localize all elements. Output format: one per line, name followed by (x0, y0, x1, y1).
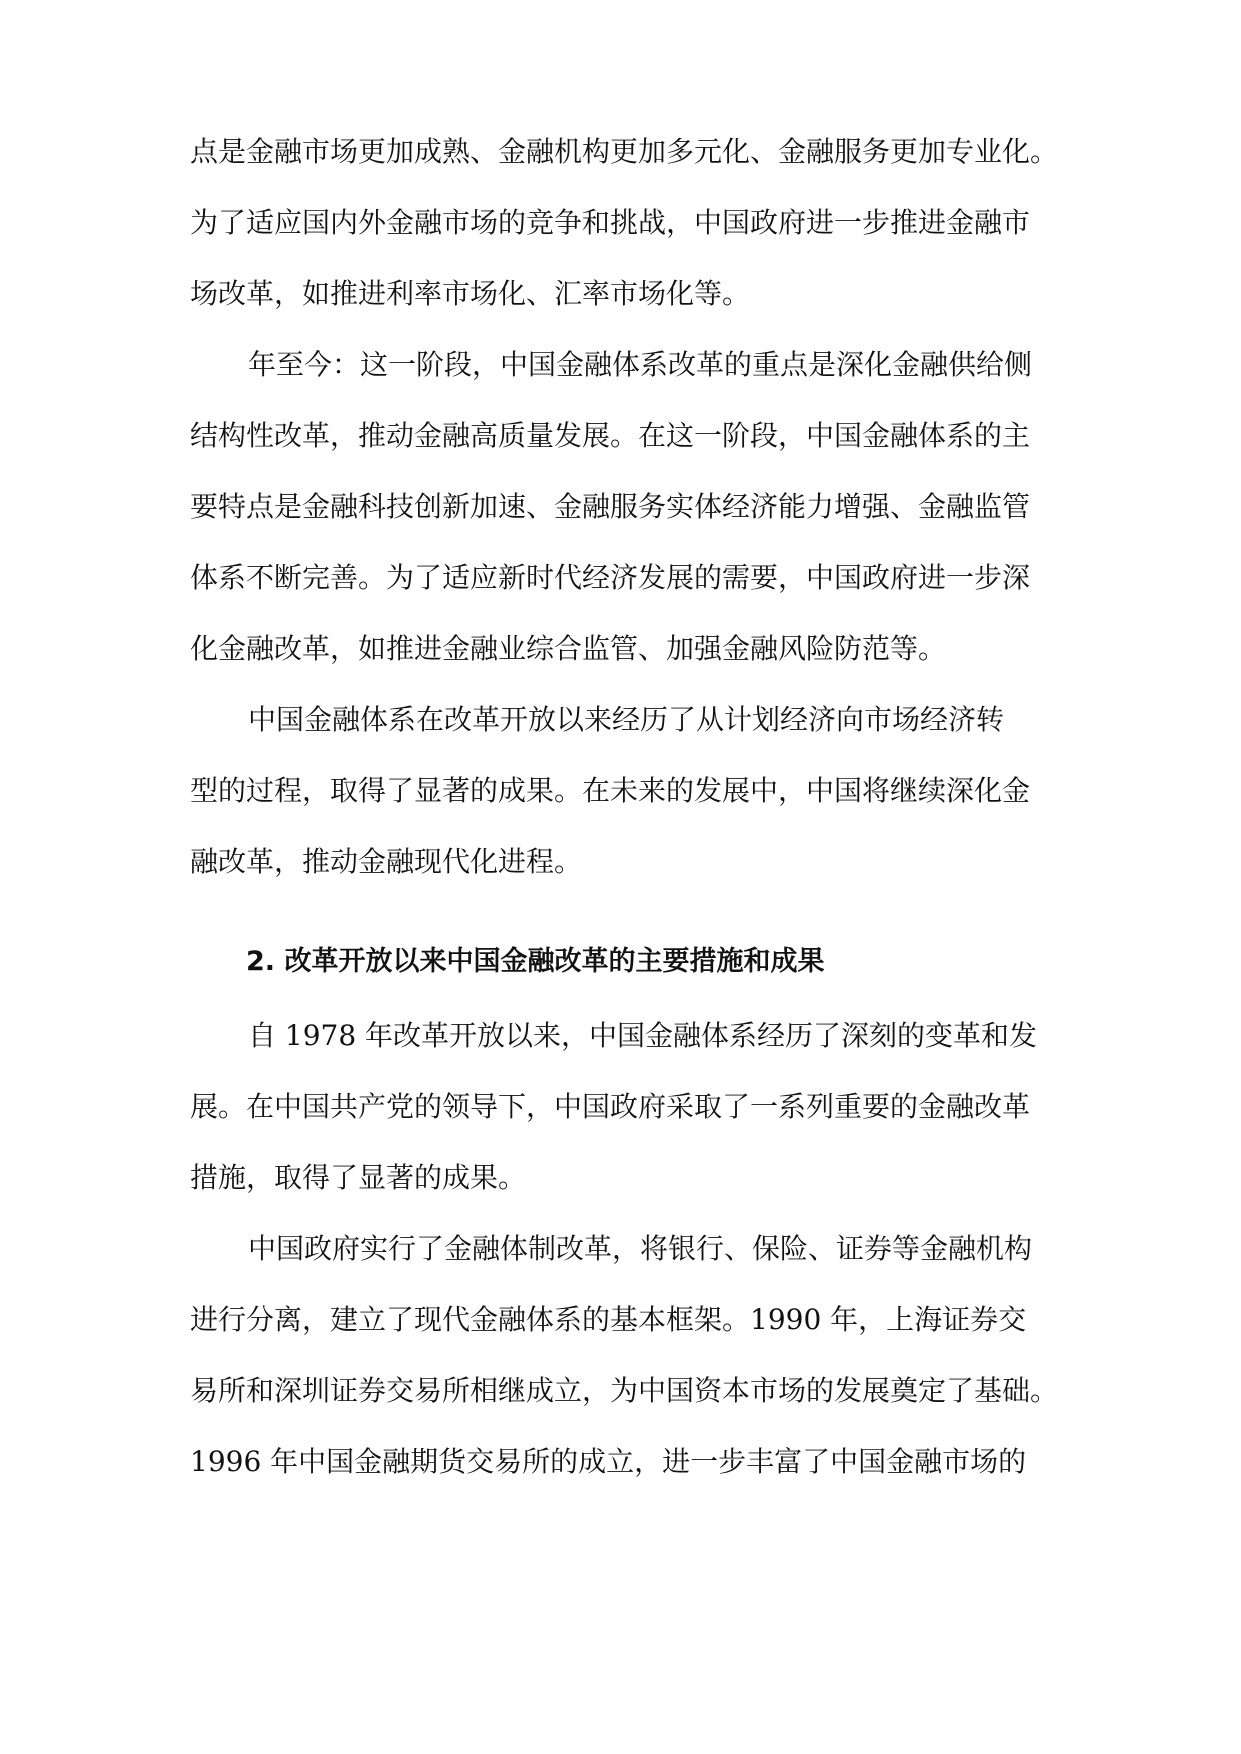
section-heading: 2. 改革开放以来中国金融改革的主要措施和成果 (246, 946, 825, 977)
section-paragraph-1-line-2: 展。在中国共产党的领导下，中国政府采取了一系列重要的金融改革 (190, 1090, 1031, 1123)
section-paragraph-2-line-1: 中国政府实行了金融体制改革，将银行、保险、证券等金融机构 (248, 1232, 1033, 1265)
paragraph-2-line-4: 体系不断完善。为了适应新时代经济发展的需要，中国政府进一步深 (190, 561, 1031, 594)
paragraph-3-line-2: 型的过程，取得了显著的成果。在未来的发展中，中国将继续深化金 (190, 774, 1031, 807)
section-paragraph-1-line-3: 措施，取得了显著的成果。 (190, 1161, 527, 1194)
section-paragraph-2-line-3: 易所和深圳证券交易所相继成立，为中国资本市场的发展奠定了基础。 (190, 1374, 1059, 1407)
paragraph-3-line-3: 融改革，推动金融现代化进程。 (190, 845, 583, 878)
section-paragraph-1-line-1: 自 1978 年改革开放以来，中国金融体系经历了深刻的变革和发 (248, 1019, 1038, 1052)
paragraph-2-line-3: 要特点是金融科技创新加速、金融服务实体经济能力增强、金融监管 (190, 490, 1031, 523)
paragraph-2-line-2: 结构性改革，推动金融高质量发展。在这一阶段，中国金融体系的主 (190, 419, 1031, 452)
section-paragraph-2-line-4: 1996 年中国金融期货交易所的成立，进一步丰富了中国金融市场的 (190, 1445, 1027, 1478)
paragraph-2-line-5: 化金融改革，如推进金融业综合监管、加强金融风险防范等。 (190, 632, 947, 665)
paragraph-2-line-1: 年至今：这一阶段，中国金融体系改革的重点是深化金融供给侧 (248, 348, 1033, 381)
section-paragraph-2-line-2: 进行分离，建立了现代金融体系的基本框架。1990 年，上海证券交 (190, 1303, 1027, 1336)
paragraph-1-line-3: 场改革，如推进利率市场化、汇率市场化等。 (190, 277, 751, 310)
paragraph-1-line-2: 为了适应国内外金融市场的竞争和挑战，中国政府进一步推进金融市 (190, 206, 1031, 239)
paragraph-3-line-1: 中国金融体系在改革开放以来经历了从计划经济向市场经济转 (248, 703, 1005, 736)
paragraph-1-line-1: 点是金融市场更加成熟、金融机构更加多元化、金融服务更加专业化。 (190, 135, 1059, 168)
